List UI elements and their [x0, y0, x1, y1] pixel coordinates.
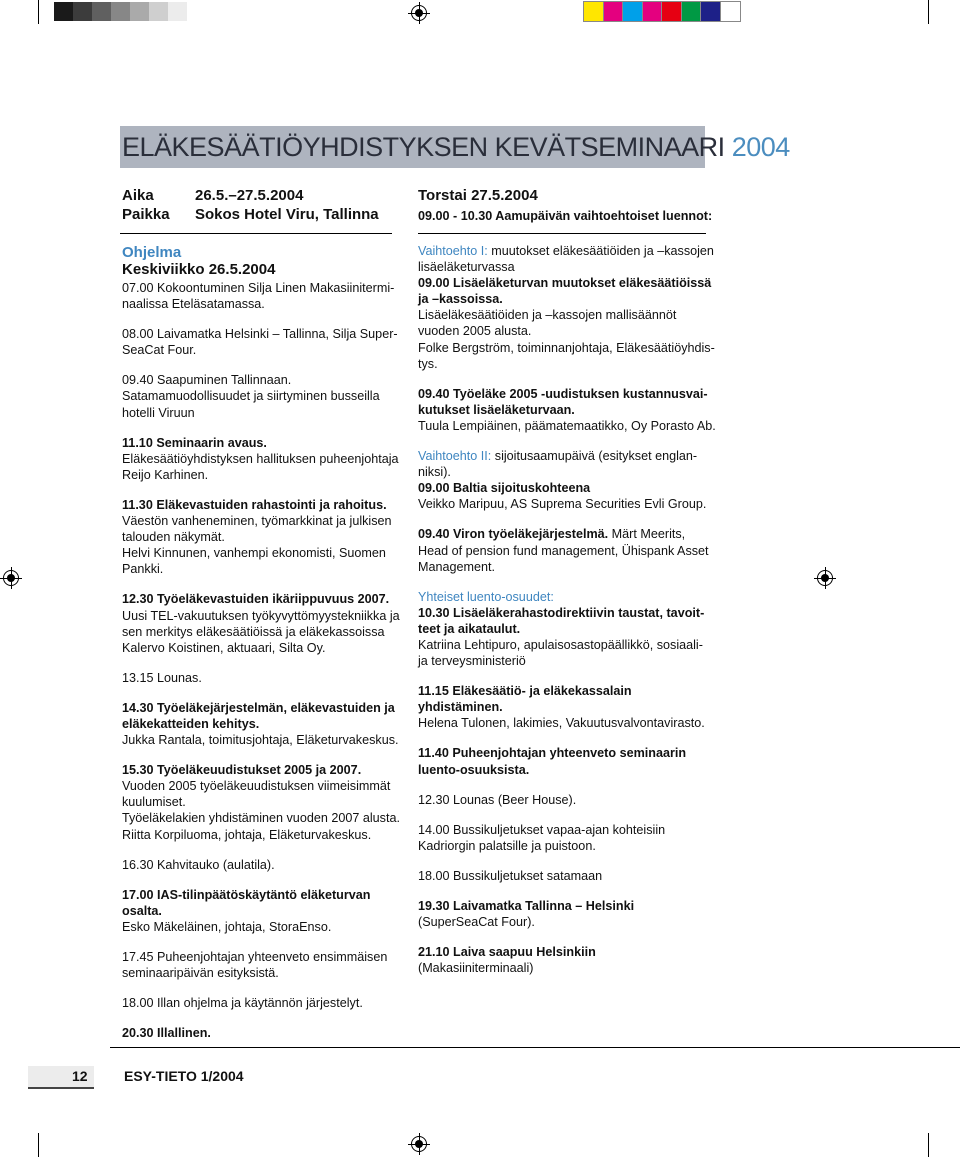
color-swatch — [623, 2, 642, 21]
crop-mark — [928, 1133, 929, 1157]
program-item: 13.15 Lounas. — [122, 670, 202, 685]
program-item: 18.00 Bussikuljetukset satamaan — [418, 868, 603, 883]
program-item: Yhteiset luento-osuudet: 10.30 Lisäeläkerahastodirektiivin taustat, tavoit- teet ja aikataulut. Katriina Lehtipuro, apulaisosastopäällikkö, sosiaali- ja terveysministeriö — [418, 589, 705, 669]
program-item: 12.30 Työeläkevastuiden ikäriippuvuus 2007. Uusi TEL-vakuutuksen työkyvyttömyystekniikka ja sen merkitys eläkesäätiöissä ja eläkekassoissa Kalervo Koistinen, aktuaari, Silta Oy. — [122, 592, 400, 655]
right-column — [418, 243, 718, 990]
left-column — [122, 244, 402, 1055]
program-item: Vaihtoehto I: muutokset eläkesäätiöiden ja –kassojen lisäeläketurvassa 09.00 Lisäeläketurvan muutokset eläkesäätiöissä ja –kassoissa. Lisäeläkesäätiöiden ja –kassojen mallisäännöt vuoden 2005 alusta. Folke Bergström, toiminnanjohtaja, Eläkesäätiöyhdis- tys. — [418, 244, 715, 371]
ohjelma-heading: Ohjelma — [122, 244, 182, 261]
registration-mark-icon — [408, 1133, 430, 1155]
program-item: 15.30 Työeläkeuudistukset 2005 ja 2007. Vuoden 2005 työeläkeuudistuksen viimeisimmät kuulumiset. Työeläkelakien yhdistäminen vuoden 2007 alusta. Riitta Korpiluoma, johtaja, Eläketurvakeskus. — [122, 763, 400, 842]
day-heading: Keskiviikko 26.5.2004 — [122, 261, 276, 278]
program-item: 18.00 Illan ohjelma ja käytännön järjestelyt. — [122, 996, 363, 1011]
color-swatch — [54, 2, 73, 21]
color-swatch — [721, 2, 740, 21]
magazine-name: ESY-TIETO 1/2004 — [124, 1068, 244, 1084]
aika-value: 26.5.–27.5.2004 — [195, 187, 304, 204]
program-item: 17.00 IAS-tilinpäätöskäytäntö eläketurvan osalta. Esko Mäkeläinen, johtaja, StoraEnso. — [122, 887, 371, 934]
footer-rule — [110, 1047, 960, 1048]
registration-mark-icon — [814, 567, 836, 589]
page-number: 12 — [72, 1068, 88, 1084]
color-swatch — [643, 2, 662, 21]
program-item: 11.15 Eläkesäätiö- ja eläkekassalain yhdistäminen. Helena Tulonen, lakimies, Vakuutusvalvontavirasto. — [418, 684, 705, 731]
crop-mark — [928, 0, 929, 24]
torstai-time: 09.00 - 10.30 Aamupäivän vaihtoehtoiset luennot: — [418, 209, 713, 223]
torstai-heading: Torstai 27.5.2004 — [418, 187, 538, 204]
program-item: 07.00 Kokoontuminen Silja Linen Makasiinitermi- naalissa Eteläsatamassa. — [122, 281, 395, 312]
program-item: 12.30 Lounas (Beer House). — [418, 792, 577, 807]
program-item: Vaihtoehto II: sijoitusaamupäivä (esitykset englan- niksi). 09.00 Baltia sijoituskohteena Veikko Maripuu, AS Suprema Securities Evli Group. — [418, 449, 707, 512]
program-item: 09.40 Työeläke 2005 -uudistuksen kustannusvai- kutukset lisäeläketurvaan. Tuula Lempiäinen, päämatemaatikko, Oy Porasto Ab. — [418, 386, 716, 433]
crop-mark — [38, 1133, 39, 1157]
color-swatch — [662, 2, 681, 21]
program-item: 16.30 Kahvitauko (aulatila). — [122, 857, 275, 872]
paikka-value: Sokos Hotel Viru, Tallinna — [195, 206, 379, 223]
left-rule — [120, 233, 392, 234]
title-year: 2004 — [731, 132, 790, 162]
program-item: 11.10 Seminaarin avaus. Eläkesäätiöyhdistyksen hallituksen puheenjohtaja Reijo Karhinen. — [122, 435, 399, 482]
paikka-label: Paikka — [122, 206, 170, 223]
program-item: 08.00 Laivamatka Helsinki – Tallinna, Silja Super- SeaCat Four. — [122, 327, 398, 358]
color-swatch — [92, 2, 111, 21]
color-swatch — [130, 2, 149, 21]
registration-mark-icon — [408, 2, 430, 24]
program-item: 14.00 Bussikuljetukset vapaa-ajan kohteisiin Kadriorgin palatsille ja puistoon. — [418, 822, 666, 853]
color-swatch — [168, 2, 187, 21]
aika-label: Aika — [122, 187, 154, 204]
program-item: 09.40 Saapuminen Tallinnaan. Satamamuodollisuudet ja siirtyminen busseilla hotelli Viruun — [122, 373, 380, 420]
program-item: 11.40 Puheenjohtajan yhteenveto seminaarin luento-osuuksista. — [418, 746, 687, 777]
program-item: 11.30 Eläkevastuiden rahastointi ja rahoitus. Väestön vanheneminen, työmarkkinat ja julkisen talouden näkymät. Helvi Kinnunen, vanhempi ekonomisti, Suomen Pankki. — [122, 497, 392, 577]
color-swatch — [604, 2, 623, 21]
crop-mark — [38, 0, 39, 24]
program-item: 21.10 Laiva saapuu Helsinkiin (Makasiiniterminaali) — [418, 945, 596, 976]
color-swatch — [111, 2, 130, 21]
color-swatch — [701, 2, 720, 21]
program-item: 17.45 Puheenjohtajan yhteenveto ensimmäisen seminaaripäivän esityksistä. — [122, 950, 388, 981]
registration-mark-icon — [0, 567, 22, 589]
page-title: ELÄKESÄÄTIÖYHDISTYKSEN KEVÄTSEMINAARI 2004 — [122, 132, 790, 162]
program-item: 19.30 Laivamatka Tallinna – Helsinki (SuperSeaCat Four). — [418, 899, 635, 930]
color-swatch — [584, 2, 603, 21]
program-item: 20.30 Illallinen. — [122, 1026, 211, 1041]
program-item: 09.40 Viron työeläkejärjestelmä. Märt Meerits, Head of pension fund management, Ühispank Asset Management. — [418, 527, 709, 574]
color-swatch — [149, 2, 168, 21]
program-item: 14.30 Työeläkejärjestelmän, eläkevastuiden ja eläkekatteiden kehitys. Jukka Rantala, toimitusjohtaja, Eläketurvakeskus. — [122, 700, 399, 748]
color-swatch — [682, 2, 701, 21]
right-rule — [418, 233, 706, 234]
color-swatch — [73, 2, 92, 21]
